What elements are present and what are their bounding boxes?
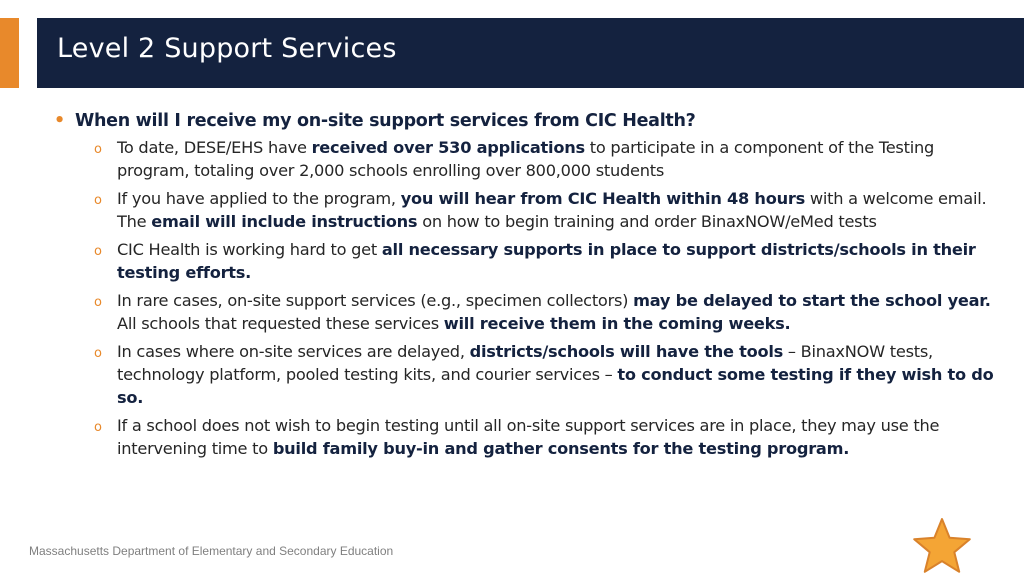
- list-item-text: [117, 136, 1004, 182]
- title-band: [37, 18, 1024, 88]
- body-text: All schools that requested these services: [117, 314, 444, 333]
- body-text: with a welcome email. The: [117, 189, 987, 231]
- body-text: If you have applied to the program,: [117, 189, 401, 208]
- sub-bullet-icon: o: [94, 420, 102, 435]
- emphasis-text: districts/schools will have the tools: [469, 342, 784, 361]
- body-text: In rare cases, on-site support services (e.g., specimen collectors): [117, 291, 634, 310]
- list-item-text: [117, 414, 1004, 460]
- body-text: To date, DESE/EHS have: [117, 138, 312, 157]
- bullet-icon: •: [54, 111, 65, 131]
- list-item: [94, 187, 1004, 233]
- question-text: When will I receive my on-site support services from CIC Health?: [75, 111, 696, 131]
- list-item-text: [117, 238, 1004, 284]
- page-title: Level 2 Support Services: [57, 33, 397, 64]
- emphasis-text: email will include instructions: [151, 212, 418, 231]
- body-text: If a school does not wish to begin testing until all on-site support services are in place, they may use the intervening time to: [117, 416, 940, 458]
- sub-bullet-icon: o: [94, 142, 102, 157]
- body-text: to participate in a component of the Testing program, totaling over 2,000 schools enrolling over 800,000 students: [117, 138, 934, 180]
- sub-bullet-icon: o: [94, 193, 102, 208]
- list-item: [94, 340, 1004, 409]
- emphasis-text: build family buy-in and gather consents for the testing program.: [272, 439, 850, 458]
- list-item-text: [117, 340, 1004, 409]
- body-text: CIC Health is working hard to get: [117, 240, 382, 259]
- slide-content: [54, 110, 1004, 465]
- answer-list: [94, 136, 1004, 460]
- sub-bullet-icon: o: [94, 244, 102, 259]
- sub-bullet-icon: o: [94, 346, 102, 361]
- body-text: on how to begin training and order BinaxNOW/eMed tests: [417, 212, 877, 231]
- emphasis-text: you will hear from CIC Health within 48 hours: [400, 189, 805, 208]
- star-icon: [910, 516, 974, 576]
- emphasis-text: to conduct some testing if they wish to do so.: [117, 365, 994, 407]
- emphasis-text: will receive them in the coming weeks.: [443, 314, 791, 333]
- body-text: In cases where on-site services are delayed,: [117, 342, 470, 361]
- list-item-text: [117, 289, 1004, 335]
- emphasis-text: received over 530 applications: [311, 138, 585, 157]
- question-item: [54, 110, 1004, 132]
- list-item: [94, 289, 1004, 335]
- body-text: – BinaxNOW tests, technology platform, pooled testing kits, and courier services –: [117, 342, 933, 384]
- accent-bar: [0, 18, 19, 88]
- emphasis-text: all necessary supports in place to support districts/schools in their testing efforts.: [117, 240, 976, 282]
- list-item: [94, 414, 1004, 460]
- list-item: [94, 238, 1004, 284]
- star-shape: [914, 519, 970, 572]
- list-item: [94, 136, 1004, 182]
- emphasis-text: may be delayed to start the school year.: [633, 291, 991, 310]
- sub-bullet-icon: o: [94, 295, 102, 310]
- footer-text: Massachusetts Department of Elementary and Secondary Education: [29, 544, 394, 558]
- list-item-text: [117, 187, 1004, 233]
